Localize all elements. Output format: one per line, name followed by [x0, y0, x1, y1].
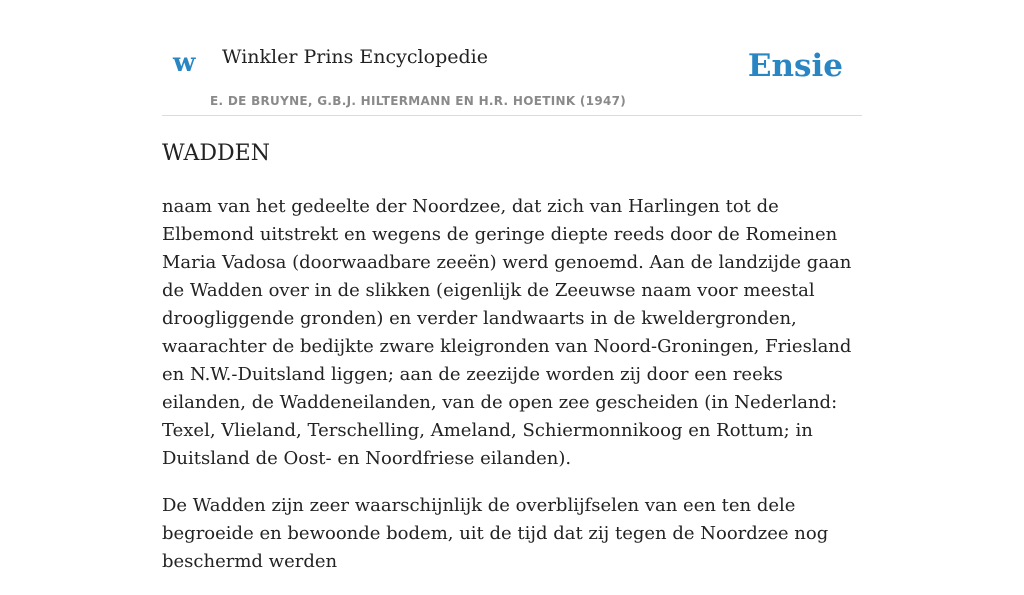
article-paragraph: De Wadden zijn zeer waarschijnlijk de overblijfselen van een ten dele begroeide en bewoonde bodem, uit de tijd dat zij tegen de Noordzee nog beschermd werden — [162, 495, 829, 572]
winkler-prins-logo-icon[interactable]: w — [173, 48, 196, 78]
article-title: WADDEN — [162, 141, 270, 166]
ensie-logo[interactable]: Ensie — [747, 48, 843, 84]
article-body — [162, 193, 868, 595]
authors-line: E. DE BRUYNE, G.B.J. HILTERMANN EN H.R. HOETINK (1947) — [210, 94, 627, 108]
header — [162, 0, 862, 116]
source-title[interactable]: Winkler Prins Encyclopedie — [222, 46, 488, 68]
article-paragraph: naam van het gedeelte der Noordzee, dat zich van Harlingen tot de Elbemond uitstrekt en wegens de geringe diepte reeds door de Romeinen Maria Vadosa (doorwaadbare zeeën) werd genoemd. Aan de landzijde gaan de Wadden over in de slikken (eigenlijk de Zeeuwse naam voor meestal droogliggende gronden) en verder landwaarts in de kweldergronden, waarachter de bedijkte zware kleigronden van Noord-Groningen, Friesland en N.W.-Duitsland liggen; aan de zeezijde worden zij door een reeks eilanden, de Waddeneilanden, van de open zee gescheiden (in Nederland: Texel, Vlieland, Terschelling, Ameland, Schiermonnikoog en Rottum; in Duitsland de Oost- en Noordfriese eilanden). — [162, 196, 852, 469]
